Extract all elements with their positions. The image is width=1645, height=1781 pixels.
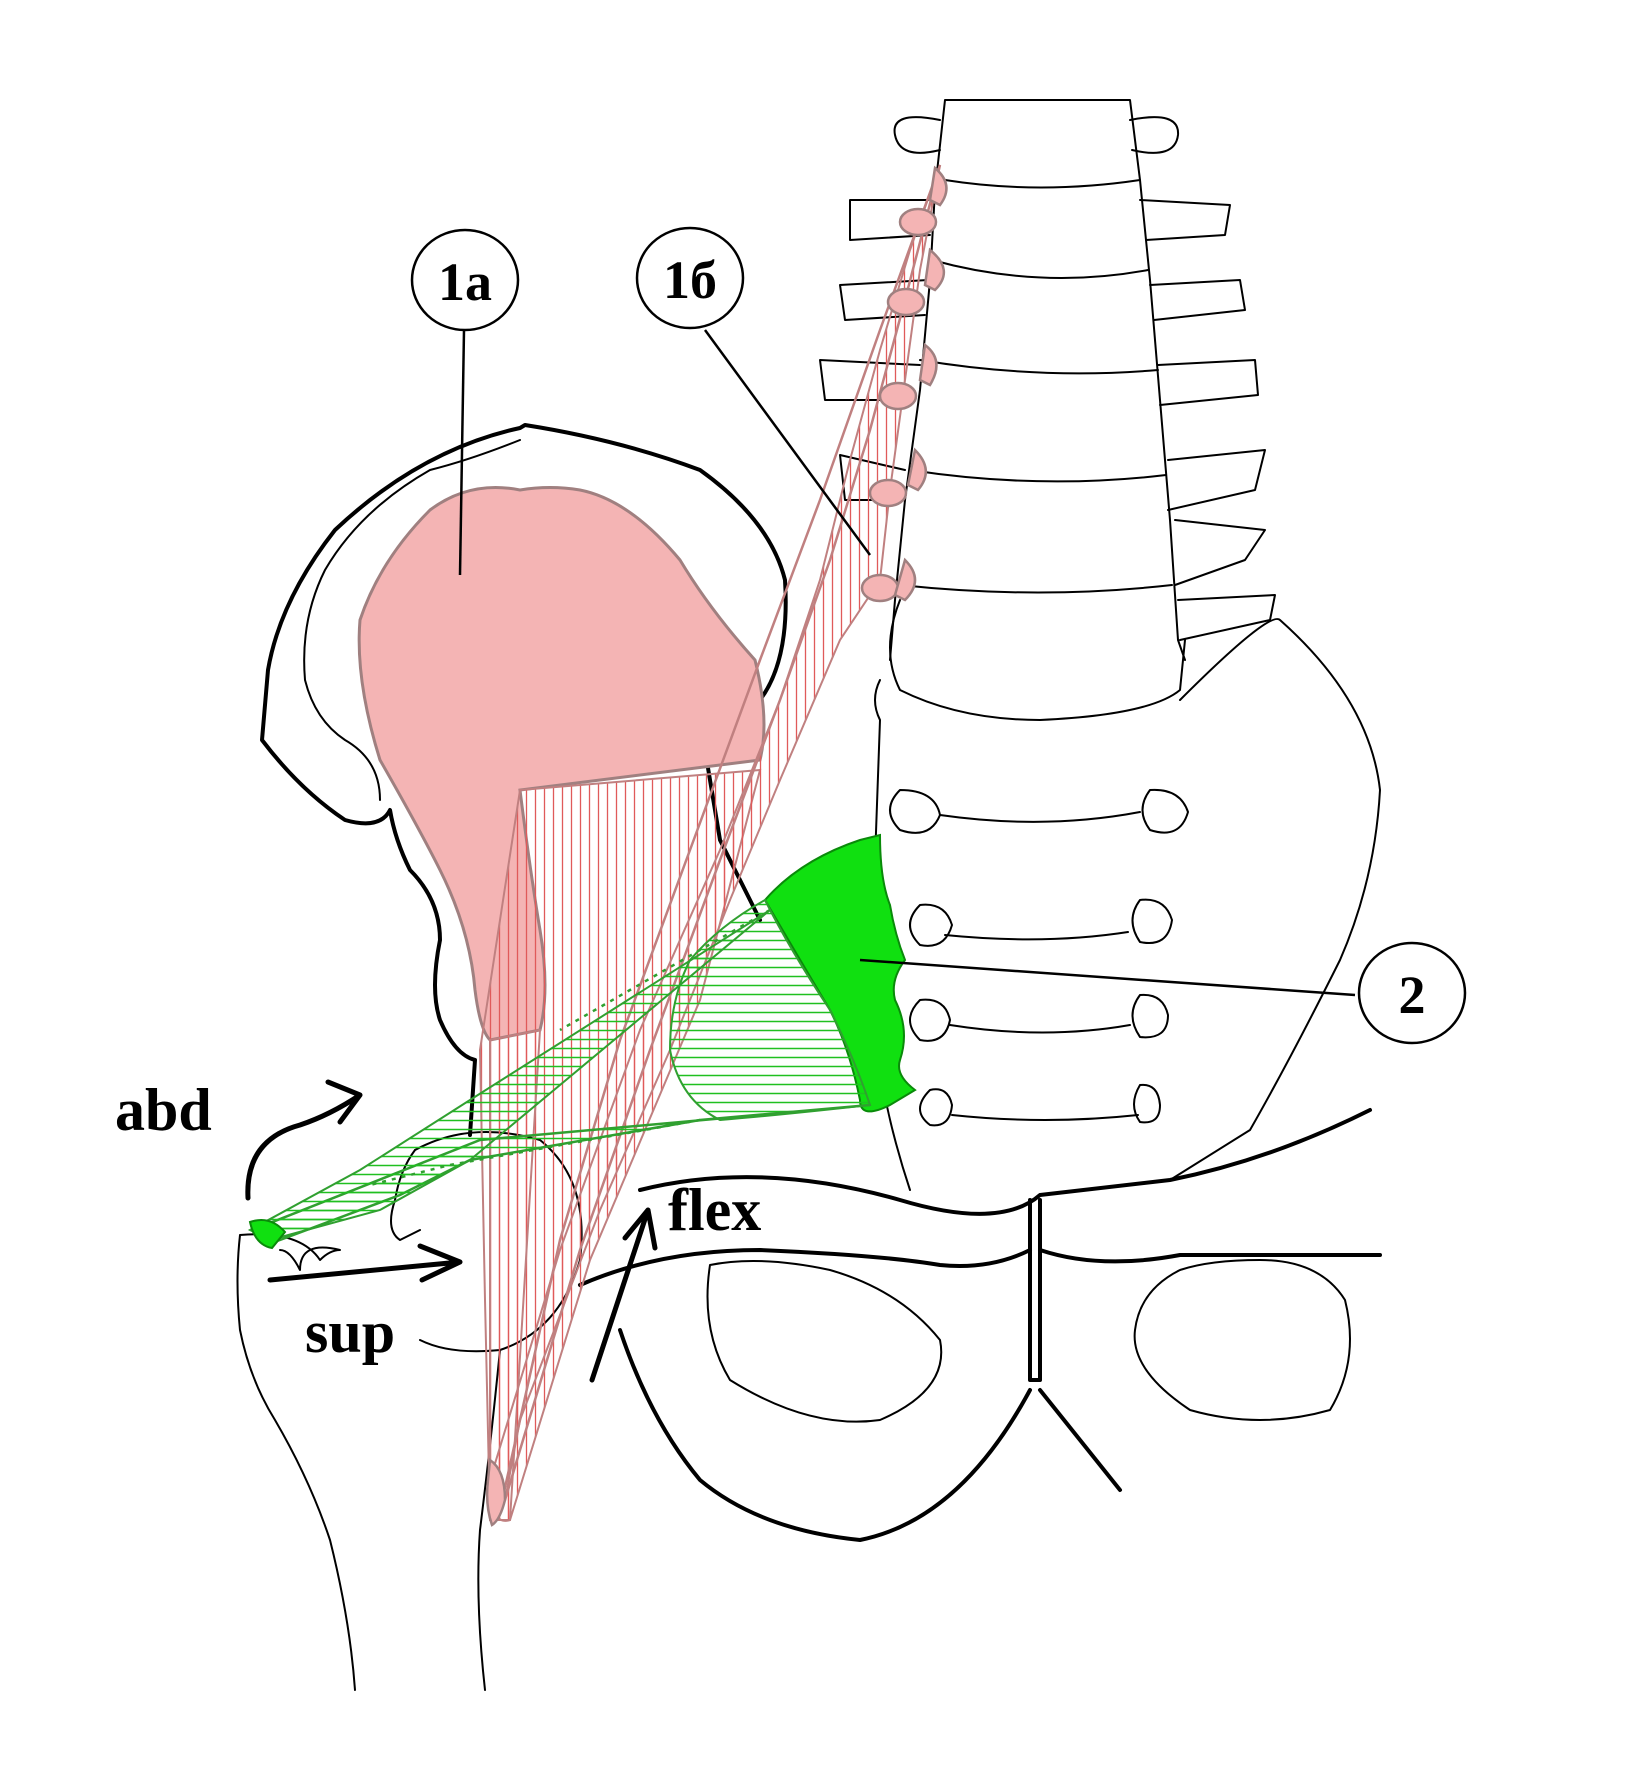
inferior-pubic-ramus [620, 1330, 1120, 1540]
callout-2-label: 2 [1398, 965, 1426, 1025]
obturator-foramen-right [1135, 1260, 1350, 1420]
lumbar-body-l5 [890, 600, 1185, 720]
sacral-foramina [890, 790, 1188, 1126]
callout-1a-label: 1a [438, 252, 492, 312]
sup-arrow [270, 1246, 460, 1280]
callout-1b-label: 1б [663, 250, 717, 310]
callout-2-pointer [860, 960, 1355, 995]
callout-1b-pointer [705, 330, 870, 555]
motion-abd [115, 1077, 360, 1198]
motion-flex [592, 1177, 761, 1380]
sacrum-outline [1170, 619, 1380, 1180]
superior-pubic-ramus [580, 1250, 1380, 1285]
flex-label: flex [668, 1177, 762, 1243]
pubic-symphysis [1030, 1200, 1040, 1380]
obturator-foramen-left [708, 1261, 942, 1422]
abd-label: abd [115, 1077, 212, 1143]
sup-label: sup [305, 1299, 396, 1365]
motion-sup [270, 1246, 460, 1365]
callout-1b [637, 228, 870, 555]
intervertebral-discs [900, 180, 1172, 593]
callout-2 [860, 943, 1465, 1043]
